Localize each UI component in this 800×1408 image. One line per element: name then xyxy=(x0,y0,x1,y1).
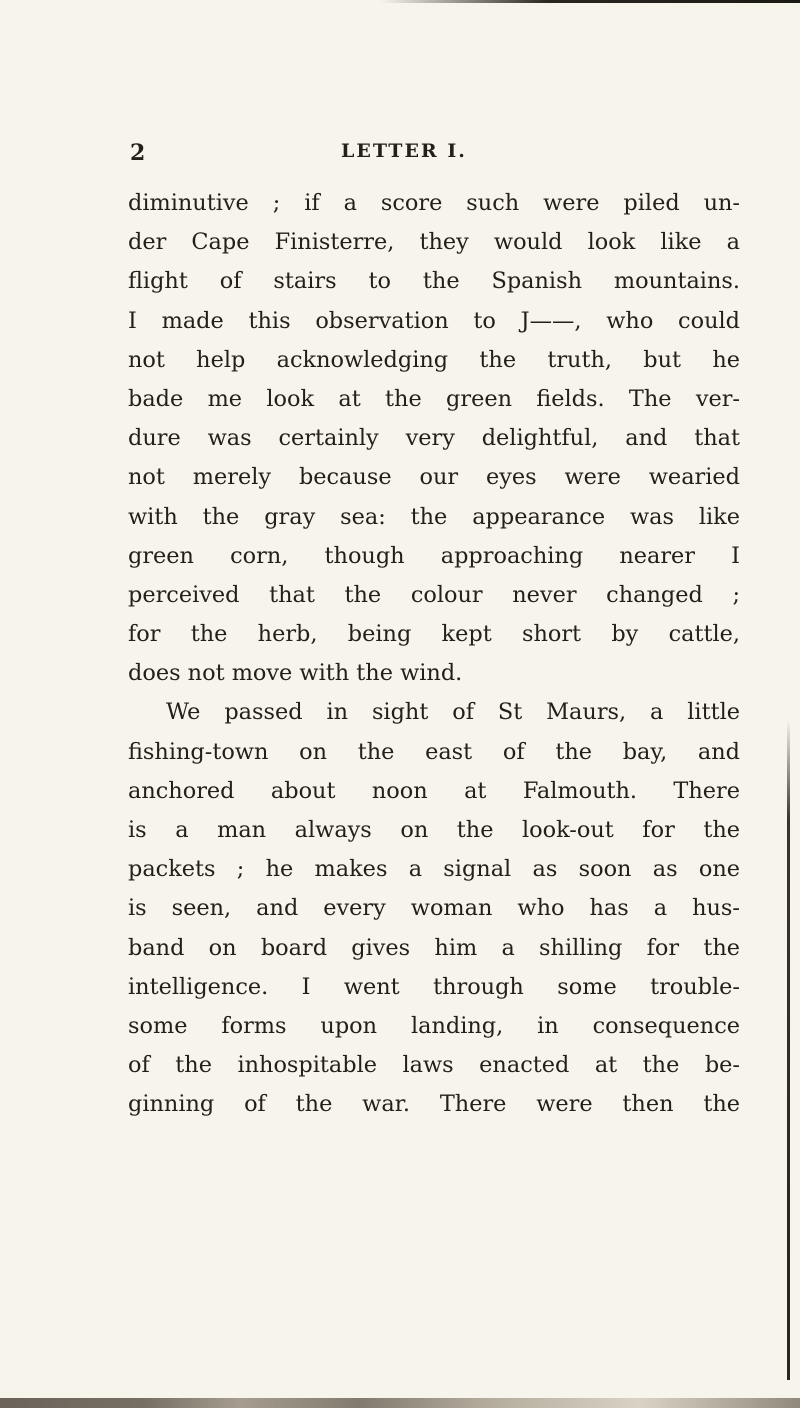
text-line: for the herb, being kept short by cattle, xyxy=(128,621,740,648)
text-line: is a man always on the look-out for the xyxy=(128,817,740,843)
page-number: 2 xyxy=(130,140,147,166)
text-line: intelligence. I went through some trouble- xyxy=(128,973,740,1000)
text-line: with the gray sea: the appearance was like xyxy=(128,503,740,530)
text-line: is seen, and every woman who has a hus- xyxy=(128,895,740,922)
text-line: fishing-town on the east of the bay, and xyxy=(128,738,740,765)
text-line: not help acknowledging the truth, but he xyxy=(128,346,740,373)
text-line: diminutive ; if a score such were piled un- xyxy=(128,190,740,216)
text-line: not merely because our eyes were wearied xyxy=(128,464,740,491)
body-text xyxy=(128,184,740,1125)
text-line: der Cape Finisterre, they would look like a xyxy=(128,229,740,256)
page-header xyxy=(0,140,800,180)
text-line: anchored about noon at Falmouth. There xyxy=(128,777,740,804)
running-head: LETTER I. xyxy=(341,140,467,162)
text-line: dure was certainly very delightful, and that xyxy=(128,425,740,452)
text-line: We passed in sight of St Maurs, a little xyxy=(166,699,740,726)
scan-edge-right xyxy=(787,720,790,1380)
text-line: ginning of the war. There were then the xyxy=(128,1091,740,1118)
text-line: does not move with the wind. xyxy=(128,660,463,687)
text-line: I made this observation to J——, who could xyxy=(128,307,740,334)
text-line: of the inhospitable laws enacted at the be- xyxy=(128,1052,740,1079)
text-line: green corn, though approaching nearer I xyxy=(128,542,740,569)
scan-edge-top xyxy=(380,0,800,3)
text-line: some forms upon landing, in consequence xyxy=(128,1012,740,1039)
text-line: bade me look at the green fields. The ver- xyxy=(128,385,740,412)
text-line: flight of stairs to the Spanish mountains. xyxy=(128,268,740,295)
text-line: band on board gives him a shilling for the xyxy=(128,934,740,961)
text-line: perceived that the colour never changed ; xyxy=(128,581,740,608)
text-line: packets ; he makes a signal as soon as one xyxy=(128,856,740,883)
scan-edge-bottom xyxy=(0,1398,800,1408)
